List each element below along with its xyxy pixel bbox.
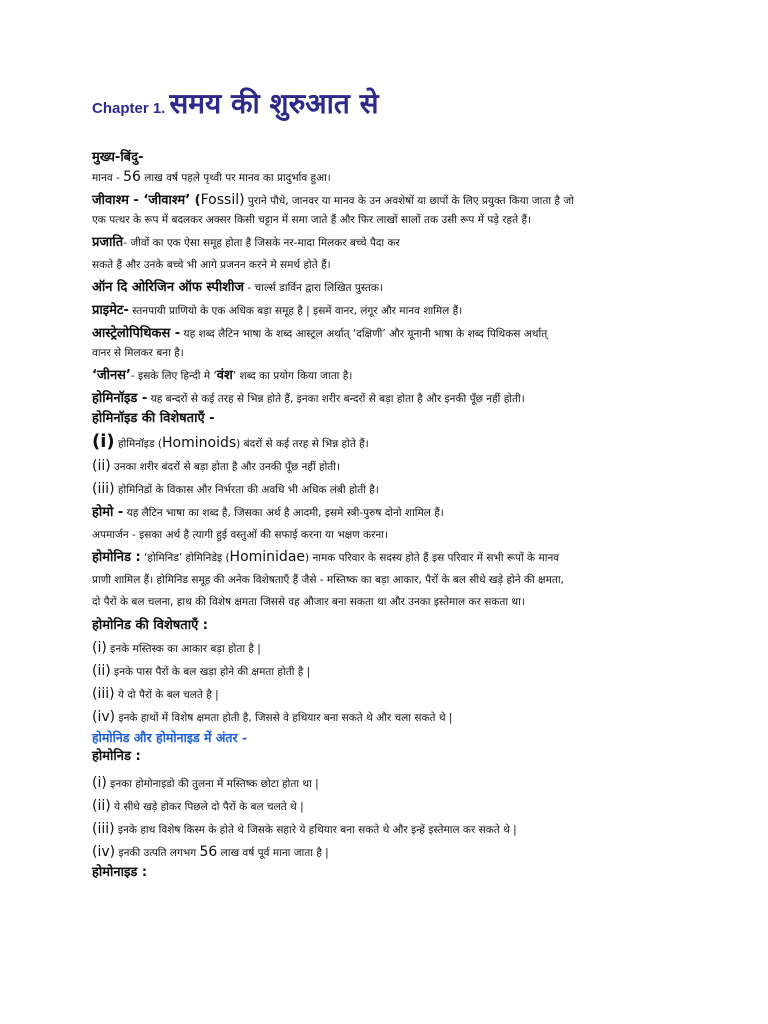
diff-number: (i): [92, 775, 107, 791]
hominid-feature-1: [92, 639, 672, 659]
hominid-text-2: ) नामक परिवार के सदस्य होते हैं इस परिवार में सभी रूपों के मानव: [305, 552, 560, 564]
hominid-diff-3: [92, 820, 672, 840]
feature-latin: Hominoids: [162, 435, 237, 451]
prajati-line-2: सकते हैं और उनके बच्चे भी आगे प्रजनन करने मे समर्थ होते हैं।: [92, 259, 331, 271]
diff-number-value: 56: [199, 844, 218, 860]
jivashm-quote: ‘जीवाश्म’ (: [143, 193, 201, 208]
feature-number: (i): [92, 640, 107, 656]
jivashm-latin: Fossil: [200, 192, 240, 208]
hominid-feature-2: [92, 662, 672, 682]
primate-term: प्राइमेट-: [92, 303, 129, 318]
jeans-text-1: - इसके लिए हिन्दी मे ‘: [130, 370, 217, 382]
hominid-feature-3: [92, 685, 672, 705]
chapter-title-hindi: समय की शुरुआत से: [169, 87, 379, 120]
hominid-feature-4: [92, 708, 672, 728]
feature-text: होमिनिडों के विकास और निर्भरता की अवधि भी अधिक लंबी होती है।: [114, 484, 379, 496]
manav-text-b: लाख वर्ष पहले पृथ्वी पर मानव का प्रादुर्भाव हुआ।: [140, 172, 331, 184]
feature-number: (iii): [92, 686, 115, 702]
jivashm-close: ): [239, 192, 245, 208]
austral-line-2: वानर से मिलकर बना है।: [92, 347, 184, 359]
hominoid-features-heading: होमिनॉइड की विशेषताएँ -: [92, 411, 215, 426]
jeans-word: वंश: [216, 368, 233, 383]
homo-text: यह लैटिन भाषा का शब्द है, जिसका अर्थ है आदमी, इसमे स्त्री-पुरुष दोनो शामिल हैं।: [123, 507, 444, 519]
jivashm-line-1: [92, 191, 672, 211]
origin-term: ऑन दि ओरिजिन ऑफ स्पीशीज: [92, 280, 245, 295]
hominoid-feature-1: [92, 432, 672, 454]
manav-number: 56: [123, 169, 141, 185]
hominoid-line: [92, 389, 672, 409]
feature-text: इनके मस्तिस्क का आकार बड़ा होता है |: [106, 643, 261, 655]
feature-text: इनके हाथों में विशेष क्षमता होती है, जिससे वे हथियार बना सकते थे और चला सकते थे |: [115, 712, 453, 724]
diff-number: (iv): [92, 844, 116, 860]
hominid-line-3: दो पैरों के बल चलना, हाथ की विशेष क्षमता जिससे वह औजार बना सकता था और उनका इस्तेमाल कर सकता था।: [92, 596, 525, 608]
hominoid-feature-3: [92, 480, 672, 500]
feature-text: इनके पास पैरों के बल खड़ा होने की क्षमता होती है |: [110, 666, 311, 678]
diff-text: इनके हाथ विशेष किस्म के होते थे जिसके सहारे ये हथियार बना सकते थे और इन्हें इस्तेमाल कर सकते थे |: [114, 824, 517, 836]
diff-number: (ii): [92, 798, 111, 814]
diff-text-a: इनकी उत्पति लगभग: [115, 847, 200, 859]
feature-text: ये दो पैरों के बल चलते है |: [114, 689, 219, 701]
hominid-line-1: [92, 548, 672, 568]
feature-number: (i): [92, 431, 115, 452]
diff-number: (iii): [92, 821, 115, 837]
hominoid-subheading: होमोनाइड :: [92, 865, 148, 880]
hominoid-term: होमिनॉइड -: [92, 391, 148, 406]
feature-number: (iv): [92, 709, 116, 725]
hominid-features-heading: होमोनिड की विशेषताएँ :: [92, 618, 208, 633]
feature-number: (ii): [92, 663, 111, 679]
hominoid-text: यह बन्दरों से कई तरह से भिन्न होते हैं, इनका शरीर बन्दरों से बड़ा होता है और इनकी पूँछ नहीं होती।: [147, 393, 525, 405]
difference-heading: होमोनिड और होमोनाइड में अंतर -: [92, 730, 248, 745]
hominid-diff-4: [92, 843, 672, 863]
austral-term: आस्ट्रेलोपिथिकस -: [92, 326, 181, 341]
manav-line: [92, 168, 672, 188]
feature-text: उनका शरीर बंदरों से बड़ा होता है और उनकी पूँछ नहीं होती।: [110, 461, 340, 473]
austral-line-1: [92, 324, 672, 344]
hominid-line-2: प्राणी शामिल हैं। होमिनिड समूह की अनेक विशेषताएँ हैं जैसे - मस्तिष्क का बड़ा आकार, पैरों के बल सीधे खड़े होने की क्षमता,: [92, 574, 564, 586]
hominid-term: होमोनिड :: [92, 550, 141, 565]
feature-text-a: होमिनॉइड (: [114, 438, 163, 450]
austral-text-1: यह शब्द लैटिन भाषा के शब्द आस्ट्रल अर्थात् ‘दक्षिणी’ और यूनानी भाषा के शब्द पिथिकस अर्थात्: [180, 328, 548, 340]
key-points-heading: मुख्य-बिंदु-: [92, 150, 144, 165]
hominid-subheading: होमोनिड :: [92, 749, 141, 764]
apmarjan-line: अपमार्जन - इसका अर्थ है त्यागी हुई वस्तुओं की सफाई करना या भक्षण करना।: [92, 529, 388, 541]
chapter-number: Chapter 1.: [92, 100, 166, 117]
diff-text-b: लाख वर्ष पूर्व माना जाता है |: [217, 847, 329, 859]
chapter-title: [92, 84, 672, 122]
diff-text: ये सीधे खड़े होकर पिछले दो पैरों के बल चलते थे |: [110, 801, 304, 813]
feature-text-b: ) बंदरों से कई तरह से भिन्न होते हैं।: [236, 438, 369, 450]
jivashm-line-2: एक पत्थर के रूप में बदलकर अक्सर किसी चट्टान में समा जाते हैं और फिर लाखों सालों तक उसी रूप में पड़े रहते हैं।: [92, 214, 532, 226]
feature-number: (ii): [92, 458, 111, 474]
hominid-latin: Hominidae: [229, 549, 306, 565]
prajati-text-1: - जीवों का एक ऐसा समूह होता है जिसके नर-मादा मिलकर बच्चे पैदा कर: [123, 237, 400, 249]
jeans-text-2: ’ शब्द का प्रयोग किया जाता है।: [232, 370, 353, 382]
jivashm-text-1: पुराने पौधे, जानवर या मानव के उन अवशेषों या छापों के लिए प्रयुक्त किया जाता है जो: [244, 195, 574, 207]
primate-text: स्तनपायी प्राणियो के एक अधिक बड़ा समूह है | इसमें वानर, लंगूर और मानव शामिल हैं।: [128, 305, 463, 317]
jivashm-term: जीवाश्म -: [92, 193, 144, 208]
document-page: [92, 84, 672, 883]
hominid-diff-1: [92, 774, 672, 794]
hominoid-feature-2: [92, 457, 672, 477]
prajati-line-1: [92, 233, 672, 253]
primate-line: [92, 301, 672, 321]
manav-text-a: मानव -: [92, 172, 124, 184]
hominid-diff-2: [92, 797, 672, 817]
origin-text: - चार्ल्स डार्विन द्वारा लिखित पुस्तक।: [244, 282, 383, 294]
hominid-text-1: ‘होमिनिड’ होमिनिडेइ (: [140, 552, 230, 564]
homo-term: होमो -: [92, 505, 124, 520]
feature-number: (iii): [92, 481, 115, 497]
jeans-term: ‘जीनस’: [92, 368, 131, 383]
jeans-line: [92, 366, 672, 386]
diff-text: इनका होमोनाइडो की तुलना में मस्तिष्क छोटा होता था |: [106, 778, 319, 790]
homo-line: [92, 503, 672, 523]
prajati-term: प्रजाति: [92, 235, 124, 250]
origin-line: [92, 278, 672, 298]
